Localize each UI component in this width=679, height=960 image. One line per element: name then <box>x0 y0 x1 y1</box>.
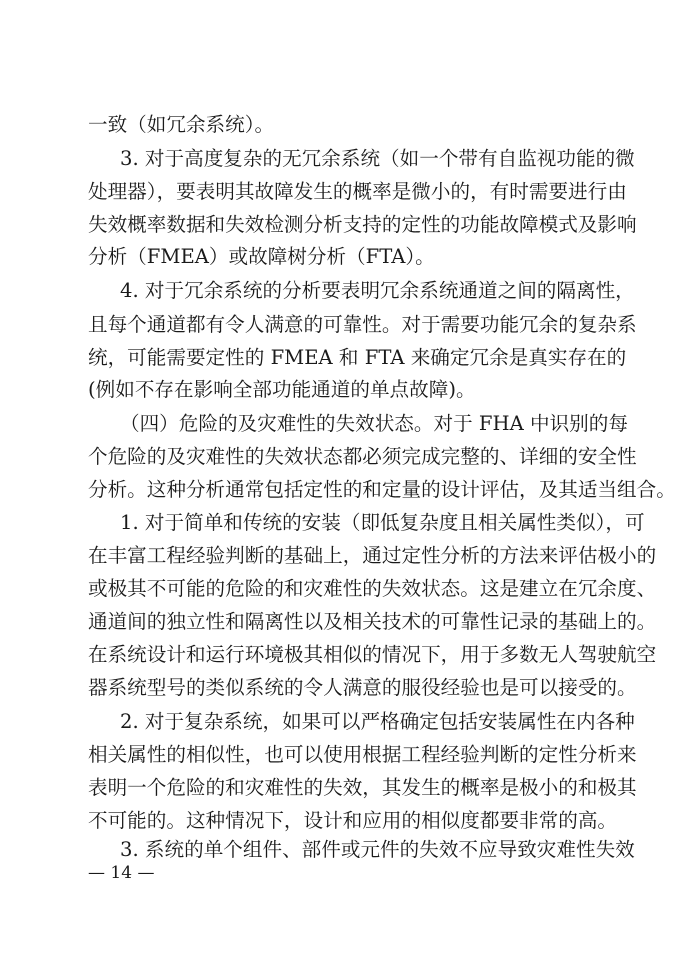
text-line: 3. 对于高度复杂的无冗余系统（如一个带有自监视功能的微 <box>120 147 635 170</box>
text-line: 2. 对于复杂系统，如果可以严格确定包括安装属性在内各种 <box>120 710 635 733</box>
text-line: 分析（FMEA）或故障树分析（FTA）。 <box>88 245 435 268</box>
text-line: （四）危险的及灾难性的失效状态。对于 FHA 中识别的每 <box>120 412 628 435</box>
text-line: 一致（如冗余系统）。 <box>88 113 275 136</box>
text-line: 失效概率数据和失效检测分析支持的定性的功能故障模式及影响 <box>88 213 637 236</box>
text-line: 相关属性的相似性，也可以使用根据工程经验判断的定性分析来 <box>88 743 637 766</box>
text-line: 个危险的及灾难性的失效状态都必须完成完整的、详细的安全性 <box>88 445 637 468</box>
text-line: 且每个通道都有令人满意的可靠性。对于需要功能冗余的复杂系 <box>88 313 637 336</box>
text-line: 1. 对于简单和传统的安装（即低复杂度且相关属性类似），可 <box>120 511 645 534</box>
text-line: 不可能的。这种情况下，设计和应用的相似度都要非常的高。 <box>88 809 618 832</box>
text-line: 在丰富工程经验判断的基础上，通过定性分析的方法来评估极小的 <box>88 544 657 567</box>
text-line: (例如不存在影响全部功能通道的单点故障)。 <box>88 378 476 401</box>
page-number: — 14 — <box>88 863 155 883</box>
text-line: 器系统型号的类似系统的令人满意的服役经验也是可以接受的。 <box>88 676 637 699</box>
text-line: 通道间的独立性和隔离性以及相关技术的可靠性记录的基础上的。 <box>88 610 657 633</box>
text-line: 处理器），要表明其故障发生的概率是微小的，有时需要进行由 <box>88 180 627 203</box>
text-line: 在系统设计和运行环境极其相似的情况下，用于多数无人驾驶航空 <box>88 643 657 666</box>
text-line: 统，可能需要定性的 FMEA 和 FTA 来确定冗余是真实存在的 <box>88 346 627 369</box>
text-line: 或极其不可能的危险的和灾难性的失效状态。这是建立在冗余度、 <box>88 577 657 600</box>
text-line: 4. 对于冗余系统的分析要表明冗余系统通道之间的隔离性， <box>120 279 635 302</box>
text-line: 分析。这种分析通常包括定性的和定量的设计评估，及其适当组合。 <box>88 478 676 501</box>
text-line: 表明一个危险的和灾难性的失效，其发生的概率是极小的和极其 <box>88 776 637 799</box>
text-line: 3. 系统的单个组件、部件或元件的失效不应导致灾难性失效 <box>120 838 635 861</box>
